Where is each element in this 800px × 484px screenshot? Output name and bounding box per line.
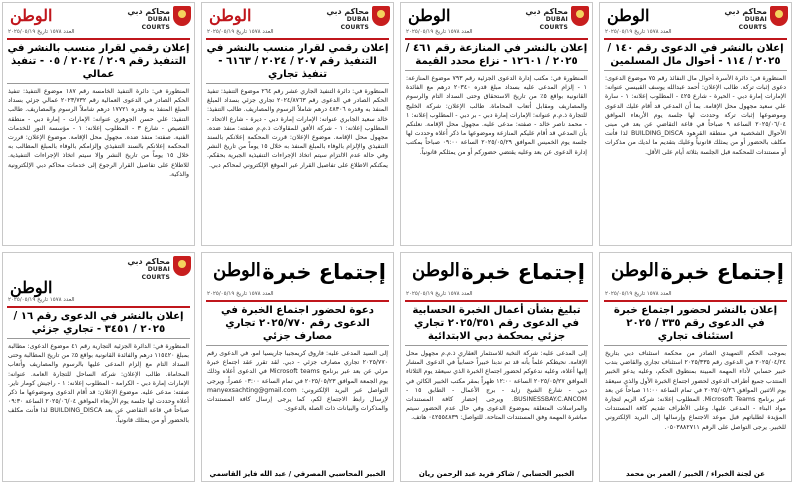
court-name-en: DUBAI COURTS bbox=[539, 16, 568, 31]
notice-body: المنظورة في: دائرة الأسرة أحوال مال النفائذ رقم ٧٥ موضوع الدعوى: دعوى إثبات تركة. طالب الإعلان: أحمد عبدالله يوسف القبيسي عنوانه: الإمارات إمارة دبي - الحيرة - شارع ٤٢٥ - المطلوب إعلانه: ١ - سارة علي سعيد مجهول محل الإقامة. بما أن المدعي قد أقام عليك الدعوى وموضوعها إثبات تركة وحددت لها جلسة يوم الأربعاء الموافق ٢٠٢٥/٠٦/٠٤ الساعة ٩ صباحاً في قاعة التقاضي عن بعد في مبنى الأحوال الشخصية في منطقة القرهود BUILDING_DISCA لذا فأنت مكلف بالحضور أو من يمثلك قانونياً وعليك بتقديم ما لديك من مذكرات أو مستندات للمحكمة قبل الجلسة بثلاثة أيام على الأقل. bbox=[605, 75, 786, 156]
court-name-ar: محاكم دبي bbox=[525, 7, 568, 16]
notice-header bbox=[603, 6, 788, 31]
notice-card bbox=[2, 2, 195, 246]
notice-card bbox=[201, 252, 394, 482]
court-name-en: DUBAI COURTS bbox=[141, 266, 170, 281]
divider bbox=[206, 38, 389, 40]
dubai-courts-logo bbox=[121, 256, 191, 281]
signature: عن لجنة الخبراء / الخبير / العمر بن محمد bbox=[626, 470, 765, 478]
divider bbox=[206, 300, 389, 302]
emblem-icon bbox=[173, 6, 191, 26]
issue-meta: العدد ١٥٧٨ تاريخ ٢٠٢٥/٠٥/١٩ bbox=[406, 29, 473, 35]
notice-title: تبليغ بشأن أعمال الخبرة الحسابية في الدعوى رقم ٢٠٢٥/٣٥١ تجاري جزئي بمحكمة دبي الابتدائية bbox=[412, 305, 581, 342]
newspaper-logo: الوطن bbox=[611, 260, 659, 281]
dubai-courts-logo bbox=[320, 6, 390, 31]
newspaper-logo: الوطن bbox=[209, 6, 252, 25]
divider bbox=[7, 306, 190, 308]
issue-meta: العدد ١٥٧٨ تاريخ ٢٠٢٥/٠٥/١٩ bbox=[207, 291, 274, 297]
divider bbox=[604, 345, 787, 346]
dubai-courts-logo bbox=[718, 6, 788, 31]
newspaper-logo: الوطن bbox=[412, 260, 460, 281]
notice-header bbox=[6, 256, 191, 281]
notice-card bbox=[2, 252, 195, 482]
divider bbox=[7, 83, 190, 84]
court-name-ar: محاكم دبي bbox=[724, 7, 767, 16]
court-name-en: DUBAI COURTS bbox=[340, 16, 369, 31]
notice-body: بموجب الحكم التمهيدي الصادر من محكمة استئناف دبي بتاريخ ٢٠٢٥/٠٤/٢٤ في الدعوى رقم ٢٠٢٥/٣٣٥ استئناف تجاري والقاضي بندب خبير حسابي لأداء المهمة المبينة بمنطوق الحكم، وعليه يدعو الخبير المنتدب جميع أطراف الدعوى لحضور اجتماع الخبرة الأول والذي سيعقد يوم الاثنين الموافق ٢٠٢٥/٠٥/٢٦ في تمام الساعة ١١:٠٠ صباحاً عن بعد عبر برنامج Microsoft Teams. المطلوب إعلانه: شركة الريم لتجارة مواد البناء - المدعى عليها. وعلى الأطراف تقديم كافة المستندات المؤيدة لطلباتهم قبل موعد الاجتماع وإرسالها إلى البريد الإلكتروني للخبير. يرجى التواصل على الرقم ٠٥٠٣٨٨٢٧١١. bbox=[605, 350, 786, 431]
notice-title: إعلان رقمي لقرار منسب بالنشر في التنفيذ رقم ٢٠٧ / ٢٠٢٤ / ٦١٦٣ - تنفيذ تجاري bbox=[206, 43, 389, 80]
court-name-ar: محاكم دبي bbox=[127, 257, 170, 266]
divider bbox=[604, 38, 787, 40]
notice-card bbox=[201, 2, 394, 246]
issue-meta: العدد ١٥٧٨ تاريخ ٢٠٢٥/٠٥/١٩ bbox=[605, 29, 672, 35]
newspaper-logo: الوطن bbox=[10, 6, 53, 25]
notice-card bbox=[599, 252, 792, 482]
emblem-icon bbox=[571, 6, 589, 26]
divider bbox=[604, 300, 787, 302]
notice-card bbox=[599, 2, 792, 246]
dubai-courts-logo bbox=[519, 6, 589, 31]
signature: الخبير المحاسبي المصرفي / عبد الله فايز القاسمي bbox=[209, 470, 386, 478]
issue-meta: العدد ١٥٧٨ تاريخ ٢٠٢٥/٠٥/١٩ bbox=[406, 291, 473, 297]
notice-title: دعوة لحضور اجتماع الخبرة في الدعوى رقم ٢٠٢٥/٧٧٠ تجاري مصارف جزئي bbox=[221, 305, 374, 342]
notice-banner bbox=[404, 256, 589, 290]
newspaper-logo: الوطن bbox=[408, 6, 451, 25]
divider bbox=[604, 70, 787, 71]
notice-body: المنظورة في: دائرة التنفيذ الجاري عشر رقم ٢٦٤ موضوع التنفيذ: تنفيذ الحكم الصادر في الدعوى رقم ٢٠٢٤/٨٧٦٣ تجاري جزئي بسداد المبلغ المنفذ به وقدره ٤٨٣٠٦ درهم شاملاً الرسوم والمصاريف. طالب التنفيذ: خالد سعيد الجابري عنوانه: الإمارات إمارة دبي - ديرة - شارع الاتحاد - المطلوب إعلانه: ١ - شركة الأفق للمقاولات ذ.م.م صفته: منفذ ضده. مجهول محل الإقامة. موضوع الإعلان: قررت المحكمة إعلانكم بالسند التنفيذي والإلزام بالوفاء بالمبلغ المنفذ به خلال ١٥ يوماً من تاريخ النشر وفي حالة عدم الالتزام سيتم اتخاذ الإجراءات التنفيذية الجبرية بحقكم. يمكنكم الاطلاع على تفاصيل القرار عبر الموقع الإلكتروني لمحاكم دبي. bbox=[207, 88, 388, 169]
court-name-en: DUBAI COURTS bbox=[738, 16, 767, 31]
dubai-courts-logo bbox=[121, 6, 191, 31]
notice-card bbox=[400, 252, 593, 482]
notice-body: إلى المدعى عليه: شركة النخبة للاستثمار العقاري ذ.م.م مجهول محل الإقامة. نحيطكم علماً بأنه قد تم ندبنا خبيراً حسابياً في الدعوى المشار إليها أعلاه، وعليه ندعوكم لحضور اجتماع الخبرة الذي سيعقد يوم الثلاثاء الموافق ٢٠٢٥/٠٥/٢٧ الساعة ١٢:٠٠ ظهراً بمقر مكتب الخبير الكائن في دبي - شارع الشيخ زايد - برج الأعمال - الطابق ١٥ - BUSINESSBAY.C.ANCOM. ويرجى إحضار كافة المستندات والمراسلات المتعلقة بموضوع الدعوى وفي حال عدم الحضور سيتم مباشرة المهمة وفق المستندات المتاحة. للتواصل: ٠٤٢٥٥٤٨٣٩ هاتف. bbox=[406, 350, 587, 422]
issue-meta: العدد ١٥٧٨ تاريخ ٢٠٢٥/٠٥/١٩ bbox=[605, 291, 672, 297]
notice-header bbox=[6, 6, 191, 31]
issue-meta: العدد ١٥٧٨ تاريخ ٢٠٢٥/٠٥/١٩ bbox=[8, 297, 75, 303]
divider bbox=[206, 345, 389, 346]
divider bbox=[7, 338, 190, 339]
issue-meta: العدد ١٥٧٨ تاريخ ٢٠٢٥/٠٥/١٩ bbox=[8, 29, 75, 35]
emblem-icon bbox=[173, 256, 191, 276]
banner-heading: إجتماع خبرة bbox=[660, 260, 784, 284]
court-name-en: DUBAI COURTS bbox=[141, 16, 170, 31]
notices-grid bbox=[2, 2, 798, 482]
notice-body: المنظورة في: دائرة التنفيذ الخامسة رقم ١٨٧ موضوع التنفيذ: تنفيذ الحكم الصادر في الدعوى العمالية رقم ٢٠٢٣/٧٣٢ عمالي جزئي بسداد المبلغ المنفذ به وقدره ١٧٧٢١ درهم شاملاً الرسوم والمصاريف. طالب التنفيذ: علي حسن الجوهري عنوانه: الإمارات - إمارة دبي - منطقة القصيص - شارع ٣ - المطلوب إعلانه: ١ - مؤسسة النور للخدمات الفنية. صفته: منفذ ضده. مجهول محل الإقامة. موضوع الإعلان: قررت المحكمة إعلانكم بالسند التنفيذي وإلزامكم بالوفاء بالمبلغ المطالب به خلال ١٥ يوماً من تاريخ النشر وإلا سيتم اتخاذ الإجراءات التنفيذية. للاطلاع على تفاصيل القرار الرجوع إلى خدمات محاكم دبي الإلكترونية والذكية. bbox=[8, 88, 189, 178]
notice-card bbox=[400, 2, 593, 246]
notice-title: إعلان بالنشر في المنازعة رقم ٤٦١ / ٢٠٢٥ / ١٢٦٠١ - نزاع محدد القيمة bbox=[405, 43, 588, 67]
notice-title: إعلان بالنشر في الدعوى رقم ١٤٠ / ٢٠٢٥ / ١١٤ - أحوال مال المسلمين bbox=[607, 43, 784, 67]
signature: الخبير الحسابي / شاكر فريد عبد الرحمن ريان bbox=[418, 470, 575, 478]
banner-heading: إجتماع خبرة bbox=[461, 260, 585, 284]
newspaper-logo: الوطن bbox=[213, 260, 261, 281]
divider bbox=[405, 345, 588, 346]
divider bbox=[7, 38, 190, 40]
divider bbox=[405, 38, 588, 40]
notice-header bbox=[205, 6, 390, 31]
notice-body: المنظورة في: مكتب إدارة الدعوى الجزئية رقم ٧٩٣ موضوع المنازعة: ١ - إلزام المدعى عليه بسداد مبلغ قدره ٢٠٣٤٠ درهم مع الفائدة القانونية بواقع ٥٪ من تاريخ الاستحقاق وحتى السداد التام والرسوم والمصاريف ومقابل أتعاب المحاماة. طالب الإعلان: شركة الخليج للتجارة ذ.م.م عنوانه: الإمارات إمارة دبي - بر دبي - المطلوب إعلانه: ١ - محمد ناصر خالد - صفته: مدعى عليه. مجهول محل الإقامة. نعلنكم بأن المدعي قد أقام عليكم المنازعة وموضوعها ما ذكر أعلاه وحددت لها جلسة يوم الخميس الموافق ٢٠٢٥/٠٥/٢٩ الساعة ٠٩:٠٠ صباحاً بمكتب إدارة الدعوى عن بعد وعليه يقتضي حضوركم أو من يمثلكم قانونياً. bbox=[406, 75, 587, 156]
notice-banner bbox=[205, 256, 390, 290]
divider bbox=[405, 300, 588, 302]
notice-header bbox=[404, 6, 589, 31]
court-name-ar: محاكم دبي bbox=[127, 7, 170, 16]
issue-meta: العدد ١٥٧٨ تاريخ ٢٠٢٥/٠٥/١٩ bbox=[207, 29, 274, 35]
banner-heading: إجتماع خبرة bbox=[262, 260, 386, 284]
divider bbox=[405, 70, 588, 71]
court-name-ar: محاكم دبي bbox=[326, 7, 369, 16]
notice-title: إعلان رقمي لقرار منسب بالنشر في التنفيذ رقم ٢٠٩ / ٢٠٢٤ / ٠٥ - تنفيذ عمالي bbox=[7, 43, 190, 80]
notice-title: إعلان بالنشر في الدعوى رقم ١٦ / ٢٠٢٥ / ٣٤٥١ - تجاري جزئي bbox=[13, 311, 184, 335]
notice-body: إلى السيد المدعى عليه: فاروق كريمجيبا جاريسيا امو. في الدعوى رقم ٢٠٢٥/٧٧٠ تجاري مصارف جزئي - دبي. لقد تقرر عقد اجتماع خبرة مرئي عن بعد عبر برنامج Microsoft teams في الدعوى أعلاه وذلك يوم الجمعة الموافق ٢٠٢٥/٠٥/٢٣ في تمام الساعة ٠٣:٠٠ عصراً. ويرجى التواصل عبر البريد الإلكتروني: manyexsachting@gmail.com لإرسال رابط الاجتماع لكم، كما يرجى إرسال كافة المستندات والمذكرات والبيانات ذات الصلة بالدعوى. bbox=[207, 350, 388, 413]
emblem-icon bbox=[770, 6, 788, 26]
newspaper-logo: الوطن bbox=[607, 6, 650, 25]
newspaper-row bbox=[6, 278, 191, 296]
notice-body: المنظورة في: الدائرة الجزئية التجارية رقم ٤١ موضوع الدعوى: مطالبة بمبلغ ١١٥٤٢٠ درهم والفائدة القانونية بواقع ٥٪ من تاريخ المطالبة وحتى السداد التام مع إلزام المدعى عليها بالرسوم والمصاريف وأتعاب المحاماة. طالب الإعلان: شركة الساحل للتجارة العامة. عنوانه: الإمارات إمارة دبي - الكرامة - المطلوب إعلانه: ١ - راجيش كومار ناير. صفته: مدعى عليه. موضوع الإعلان: قد أقام الدعوى وموضوعها ما ذكر أعلاه وحددت لها جلسة يوم الأربعاء الموافق ٢٠٢٥/٠٦/٠٤ الساعة ٠٩:٣٠ صباحاً في قاعة التقاضي عن بعد BUILDING_DISCA لذا فأنت مكلف بالحضور أو من يمثلك قانونياً. bbox=[8, 343, 189, 424]
newspaper-logo: الوطن bbox=[10, 278, 53, 297]
notice-banner bbox=[603, 256, 788, 290]
divider bbox=[206, 83, 389, 84]
emblem-icon bbox=[372, 6, 390, 26]
notice-title: إعلان بالنشر لحضور اجتماع خبرة في الدعوى رقم ٣٣٥ / ٢٠٢٥ استئناف تجاري bbox=[613, 305, 778, 342]
